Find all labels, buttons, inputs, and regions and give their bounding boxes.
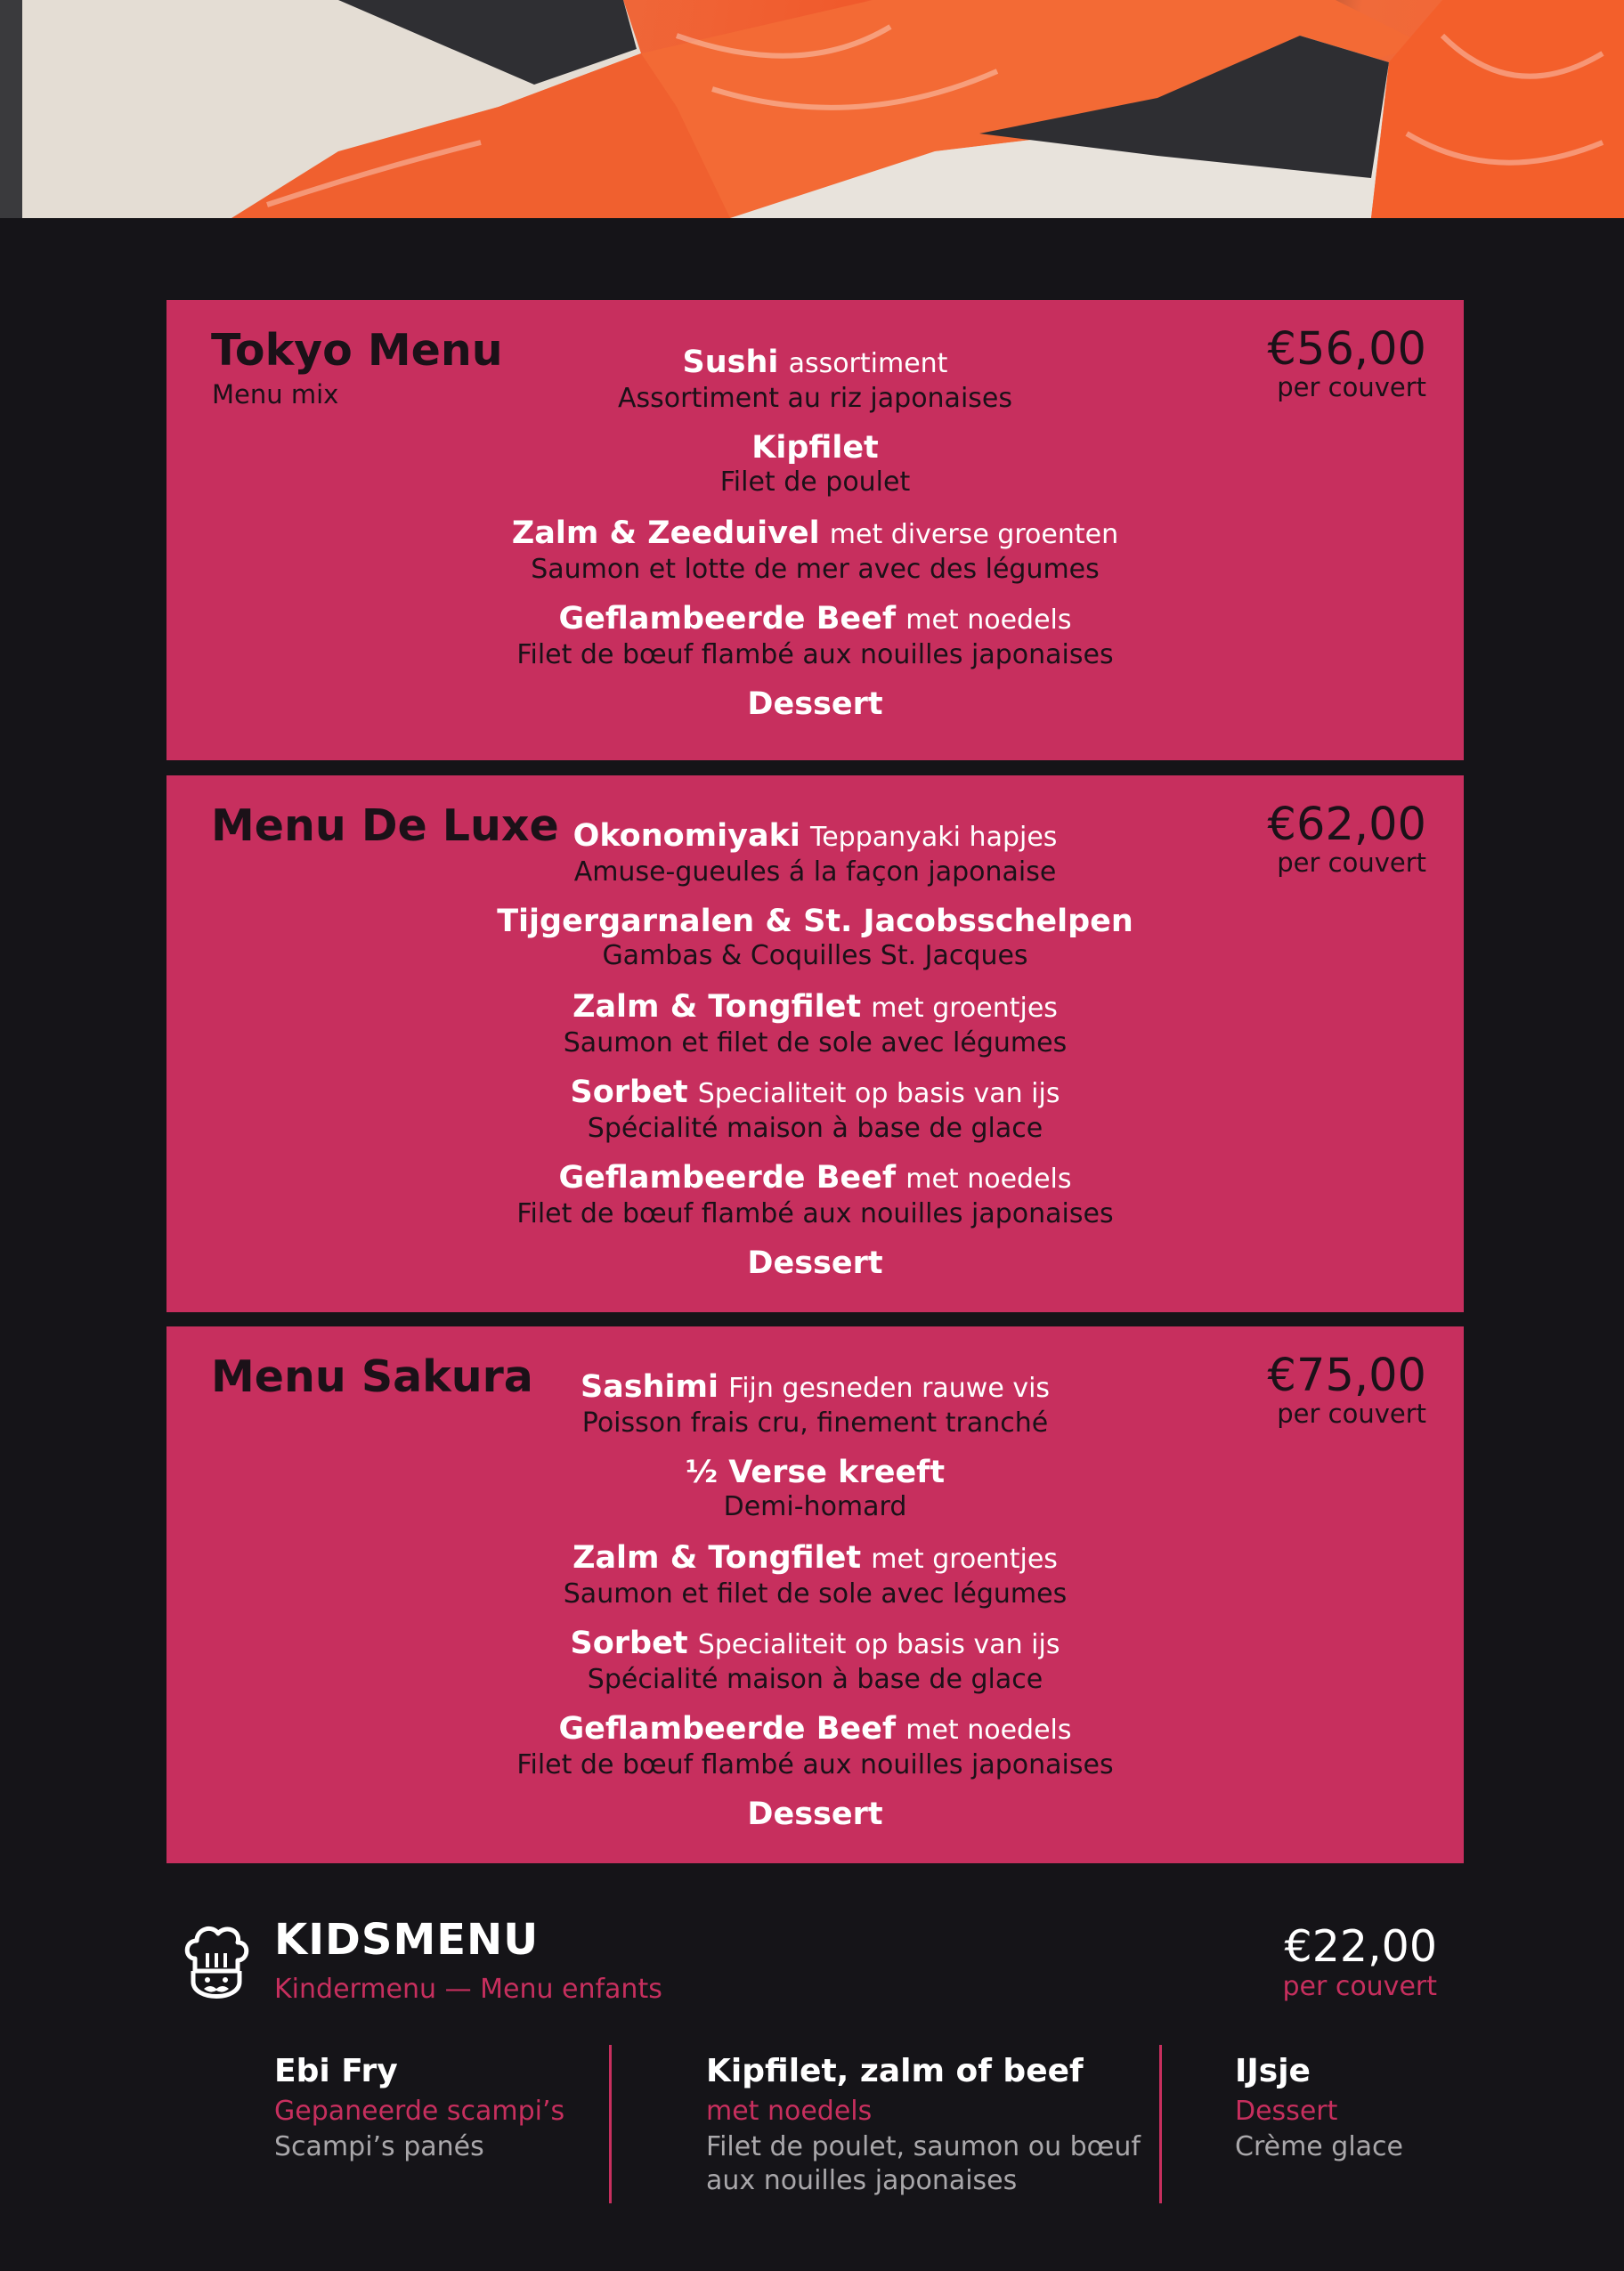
course-item [166,1073,1464,1158]
course-item [166,1709,1464,1795]
course-item [166,343,1464,428]
course-french: Assortiment au riz japonaises [617,383,1012,414]
column-divider [1159,2045,1162,2203]
chef-hat-icon [183,1923,250,2012]
kids-item-dutch: met noedels [706,2096,873,2127]
course-french: Filet de bœuf flambé aux nouilles japonaises [516,639,1114,670]
course-french: Poisson frais cru, finement tranché [581,1407,1049,1439]
kids-item-name: Kipfilet, zalm of beef [706,2053,1084,2089]
course-name: Sashimi [580,1369,719,1405]
menu-title: Menu De Luxe [211,800,559,851]
course-desc: met noedels [905,604,1072,636]
menu-price: €75,00 [1267,1350,1426,1402]
menu-card-sakura [166,1326,1464,1863]
kids-item-french: Filet de poulet, saumon ou bœuf [706,2131,1141,2162]
course-name: ½ Verse kreeft [685,1455,946,1490]
course-french: Spécialité maison à base de glace [587,1664,1043,1695]
course-desc: met noedels [905,1164,1072,1195]
kids-item-french: Scampi’s panés [274,2131,484,2162]
course-french: Saumon et lotte de mer avec des légumes [531,554,1100,585]
course-french: Amuse-gueules á la façon japonaise [573,856,1057,888]
menu-title: Tokyo Menu [211,325,503,376]
course-list [166,816,1464,1329]
course-item [166,1244,1464,1329]
course-name: Sushi [682,345,779,380]
price-unit: per couvert [1277,848,1426,879]
course-french: Filet de poulet [719,466,911,498]
course-item [166,1538,1464,1624]
course-name: Sorbet [570,1075,688,1110]
course-french: Saumon et filet de sole avec légumes [563,1027,1068,1058]
course-list [166,343,1464,770]
course-name: Kipfilet [751,430,879,466]
course-list [166,1367,1464,1880]
kids-item-dutch: Dessert [1235,2096,1338,2127]
course-name: Geflambeerde Beef [558,1160,897,1196]
course-desc: Specialiteit op basis van ijs [697,1629,1060,1660]
course-french: Filet de bœuf flambé aux nouilles japonaises [516,1198,1114,1229]
column-divider [609,2045,612,2203]
course-item [166,428,1464,514]
course-name: Zalm & Tongfilet [572,989,862,1025]
course-name: Geflambeerde Beef [558,601,897,637]
course-desc: assortiment [788,348,948,379]
price-unit: per couvert [1277,372,1426,403]
course-name: Zalm & Tongfilet [572,1540,862,1576]
salmon-illustration [0,0,1624,218]
course-item [166,816,1464,902]
course-french: Demi-homard [723,1491,907,1522]
kids-menu-title: KIDSMENU [274,1915,540,1965]
course-item [166,514,1464,599]
course-name: Tijgergarnalen & St. Jacobsschelpen [497,904,1133,939]
course-french: Filet de bœuf flambé aux nouilles japonaises [516,1749,1114,1780]
menu-card-de-luxe [166,775,1464,1312]
course-item [166,1795,1464,1880]
menu-price: €62,00 [1267,799,1426,851]
course-desc: met noedels [905,1715,1072,1746]
kids-price: €22,00 [1284,1921,1437,1972]
course-desc: met groentjes [871,993,1058,1024]
kids-item-french-line2: aux nouilles japonaises [706,2165,1018,2196]
course-french: Gambas & Coquilles St. Jacques [602,940,1028,971]
course-name: Geflambeerde Beef [558,1711,897,1747]
course-name: Dessert [747,686,883,722]
course-item [166,685,1464,770]
course-item [166,1624,1464,1709]
kids-item-name: IJsje [1235,2053,1311,2089]
course-french: Spécialité maison à base de glace [587,1113,1043,1144]
price-unit: per couvert [1277,1399,1426,1430]
kids-item-name: Ebi Fry [274,2053,398,2089]
course-item [166,599,1464,685]
kids-item-dutch: Gepaneerde scampi’s [274,2096,565,2127]
kids-item [706,2050,1141,2198]
course-name: Dessert [747,1245,883,1281]
menu-title: Menu Sakura [211,1351,533,1402]
course-desc: Fijn gesneden rauwe vis [728,1373,1051,1404]
kids-menu-section [166,1915,1437,2212]
header-photo-salmon [0,0,1624,218]
kids-item [1235,2050,1403,2164]
menu-card-tokyo [166,300,1464,760]
kids-price-block [1282,1923,1437,2002]
course-name: Sorbet [570,1626,688,1661]
kids-item [274,2050,564,2164]
course-desc: Teppanyaki hapjes [810,822,1058,853]
kids-menu-subtitle: Kindermenu — Menu enfants [274,1974,662,2005]
course-item [166,987,1464,1073]
course-item [166,902,1464,987]
course-desc: met groentjes [871,1544,1058,1575]
course-name: Dessert [747,1797,883,1832]
course-french: Saumon et filet de sole avec légumes [563,1578,1068,1610]
kids-price-unit: per couvert [1282,1970,1437,2002]
course-name: Okonomiyaki [572,818,800,854]
course-desc: Specialiteit op basis van ijs [697,1078,1060,1109]
course-item [166,1367,1464,1453]
course-item [166,1158,1464,1244]
menu-subtitle: Menu mix [212,379,339,410]
course-desc: met diverse groenten [829,519,1119,550]
course-name: Zalm & Zeeduivel [511,515,820,551]
course-item [166,1453,1464,1538]
menu-price: €56,00 [1267,323,1426,376]
kids-item-french: Crème glace [1235,2131,1404,2162]
